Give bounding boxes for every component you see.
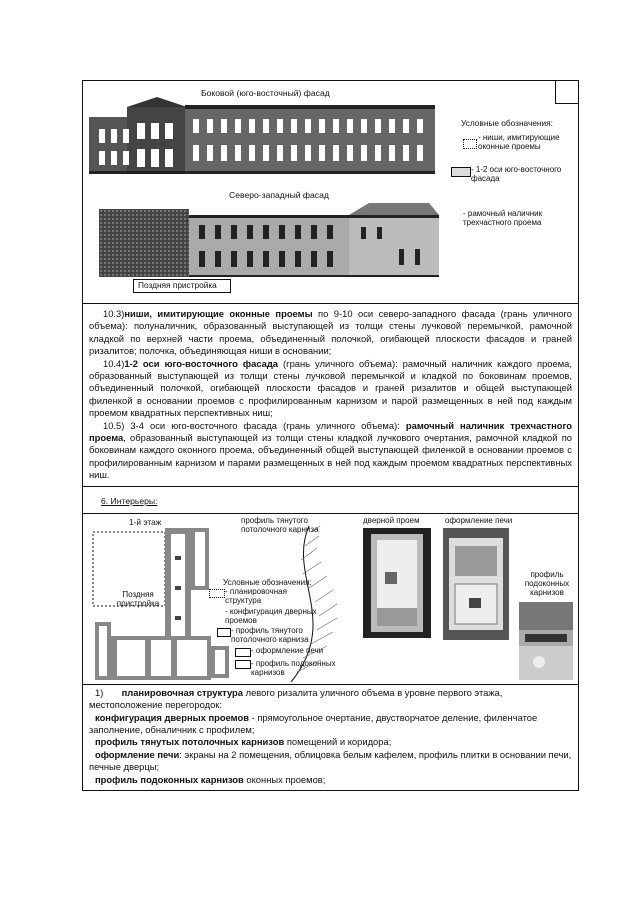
interiors-list bbox=[83, 685, 578, 790]
legend-sill-swatch bbox=[235, 660, 251, 669]
side-facade-title: Боковой (юго-восточный) фасад bbox=[201, 88, 330, 98]
legend-doors: - конфигурация дверных проемов bbox=[225, 606, 317, 625]
list-item: профиль тянутых потолочных карнизов помещений и коридора; bbox=[95, 736, 392, 748]
stove-design-label: оформление печи bbox=[445, 515, 513, 525]
description-block bbox=[83, 304, 578, 487]
late-annex-label: Поздняя пристройка bbox=[138, 280, 217, 290]
interiors-heading-row bbox=[83, 487, 578, 514]
list-item: оформление печи: экраны на 2 помещения, облицовка белым кафелем, профиль плитки в основании печи, печные дверцы; bbox=[89, 748, 572, 773]
interior-legend-title: Условные обозначения: bbox=[223, 577, 312, 587]
side-facade-drawing bbox=[89, 95, 439, 175]
cornice-profile-label: профиль тянутого потолочного карниза bbox=[241, 515, 319, 534]
late-annex-label-box bbox=[133, 279, 231, 293]
door-opening-label: дверной проем bbox=[363, 515, 420, 525]
legend-cornice: - профиль тянутого потолочного карниза bbox=[231, 625, 309, 644]
legend-niches-swatch bbox=[463, 139, 477, 149]
page-corner-box bbox=[555, 80, 579, 104]
legend-axes-swatch bbox=[451, 167, 471, 177]
paragraph-10-5: 10.5) 3-4 оси юго-восточного фасада (грань уличного объема): рамочный наличник трехчастного проема, образованный выступающей из толщи стены кладкой лучкового очертания, рамочной кладкой по боковинам каждого оконного проема, объединенный общей выступающей филенкой в основании проемов с профилированным карнизом и парами размещенных в ней под каждым проемом квадратных перспективных ниш. bbox=[89, 419, 572, 481]
legend-plan: - планировочная структура bbox=[225, 586, 287, 605]
sill-profile-label: профиль подоконных карнизов bbox=[524, 569, 570, 598]
legend-title: Условные обозначения: bbox=[461, 118, 553, 128]
interiors-heading: 6. Интерьеры: bbox=[101, 495, 158, 506]
paragraph-10-3: 10.3)ниши, имитирующие оконные проемы по 9-10 оси северо-западного фасада (грань уличного объема): полуналичник, образованный выступающей из толщи стены лучковой перемычкой, рамочной кладкой по верхней части проема, объединенный полочкой, огибающей плоскости фасадов и граней ризалитов; полочка, объединяющая ниши в основании; bbox=[89, 308, 572, 357]
legend-stove: - оформление печи bbox=[251, 645, 324, 655]
list-item: конфигурация дверных проемов - прямоугольное очертание, двустворчатое деление, филенчатое заполнение, обналичник с профилем; bbox=[89, 711, 538, 735]
facades-section bbox=[83, 81, 578, 304]
interiors-section bbox=[83, 514, 578, 685]
sill-photo bbox=[519, 602, 573, 680]
legend-sill: - профиль подоконных карнизов bbox=[251, 658, 336, 677]
document-frame bbox=[82, 80, 579, 791]
door-photo bbox=[363, 528, 431, 638]
nw-facade-drawing bbox=[99, 201, 444, 279]
late-annex-interior: Поздняя пристройка bbox=[116, 589, 160, 608]
legend-stove-swatch bbox=[235, 648, 251, 657]
legend-plan-swatch bbox=[209, 589, 225, 598]
legend-niches: - ниши, имитирующие оконные проемы bbox=[478, 133, 560, 152]
legend-axes: - 1-2 оси юго-восточного фасада bbox=[471, 165, 562, 184]
list-item: 1) планировочная структура левого ризалита уличного объема в уровне первого этажа, местоположение перегородок: bbox=[89, 686, 503, 711]
legend-frame: - рамочный наличник трехчастного проема bbox=[463, 209, 543, 228]
legend-cornice-swatch bbox=[217, 628, 231, 637]
nw-facade-title: Северо-западный фасад bbox=[229, 190, 329, 200]
floor-label: 1-й этаж bbox=[129, 516, 162, 527]
list-item: профиль подоконных карнизов оконных проемов; bbox=[95, 773, 326, 785]
paragraph-10-4: 10.4)1-2 оси юго-восточного фасада (грань уличного объема): рамочный наличник каждого проема, образованный выступающей из толщи стены лучковой перемычкой и кладкой по боковинам проемов, объединенный полочкой, огибающей плоскости фасадов и граней ризалитов и общей выступающей филенкой в основании проемов с профилированным карнизом и парой размещенных в ней под каждым проемом квадратных перспективных ниш; bbox=[89, 357, 572, 419]
stove-photo bbox=[443, 528, 509, 640]
